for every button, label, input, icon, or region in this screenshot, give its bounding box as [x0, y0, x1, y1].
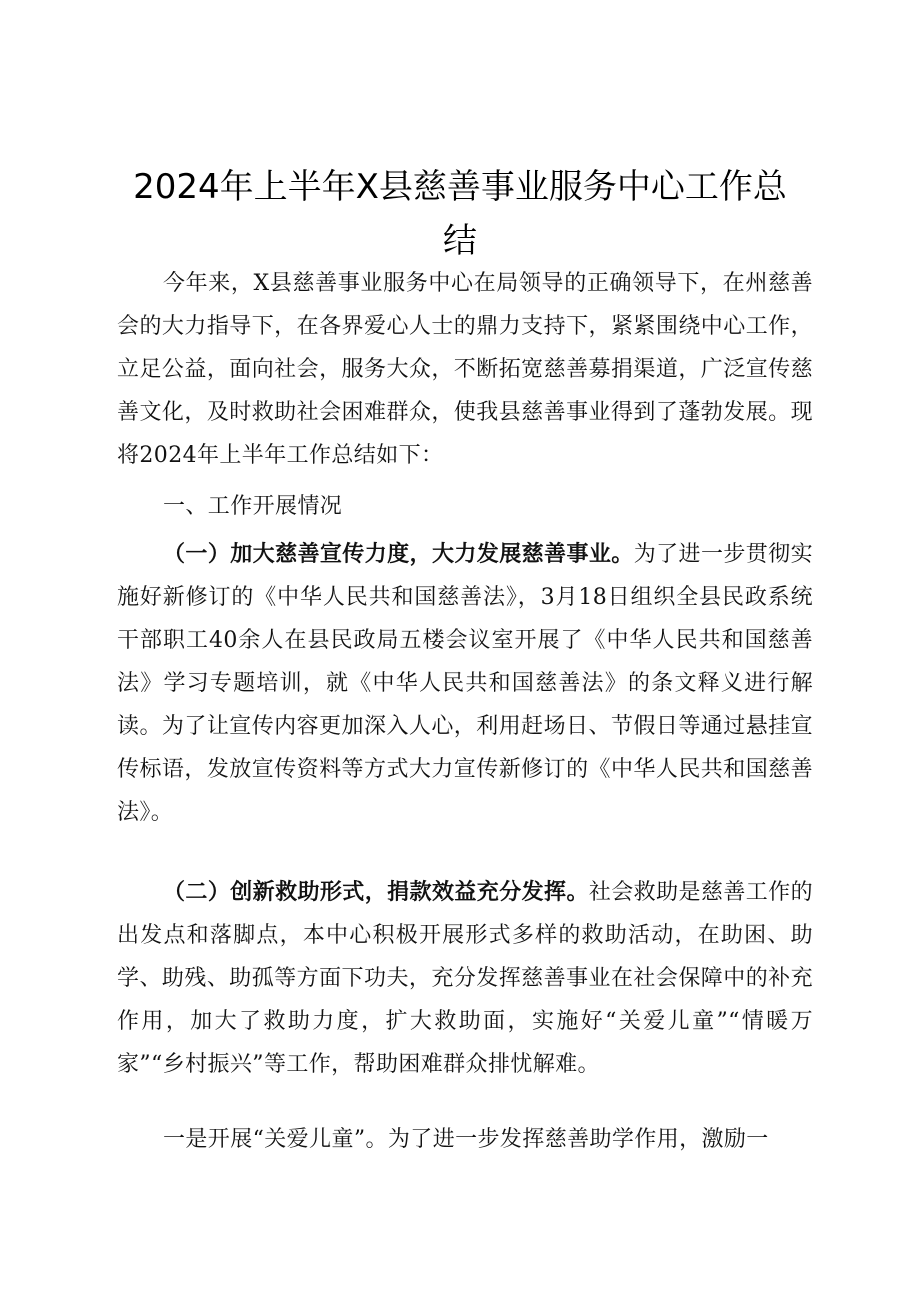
title-line-2: 结 [443, 221, 477, 261]
subsection-2-body: 社会救助是慈善工作的出发点和落脚点，本中心积极开展形式多样的救助活动，在助困、助学、助残、助孤等方面下功夫，充分发挥慈善事业在社会保障中的补充作用，加大了救助力度，扩大救助面，实施好“关爱儿童”“情暖万家”“乡村振兴”等工作，帮助困难群众排忧解难。 [117, 880, 813, 1077]
title-line-1: 2024年上半年X县慈善事业服务中心工作总 [133, 167, 787, 207]
document-title [110, 160, 810, 268]
subsection-1-paragraph [117, 533, 813, 834]
subsection-2-heading: （二）创新救助形式，捐款效益充分发挥。 [163, 879, 589, 905]
subsection-2-paragraph [117, 871, 813, 1086]
intro-paragraph: 今年来，X县慈善事业服务中心在局领导的正确领导下，在州慈善会的大力指导下，在各界爱心人士的鼎力支持下，紧紧围绕中心工作，立足公益，面向社会，服务大众，不断拓宽慈善募捐渠道，广泛宣传慈善文化，及时救助社会困难群众，使我县慈善事业得到了蓬勃发展。现将2024年上半年工作总结如下： [117, 271, 813, 468]
section-heading-1: 一、工作开展情况 [163, 494, 343, 519]
subsection-1-heading: （一）加大慈善宣传力度，大力发展慈善事业。 [163, 541, 634, 567]
item-1-paragraph: 一是开展“关爱儿童”。为了进一步发挥慈善助学作用，激励一 [163, 1127, 769, 1152]
subsection-1-body: 为了进一步贯彻实施好新修订的《中华人民共和国慈善法》，3月18日组织全县民政系统干部职工40余人在县民政局五楼会议室开展了《中华人民共和国慈善法》学习专题培训，就《中华人民共和国慈善法》的条文释义进行解读。为了让宣传内容更加深入人心，利用赶场日、节假日等通过悬挂宣传标语，发放宣传资料等方式大力宣传新修订的《中华人民共和国慈善法》。 [117, 542, 814, 825]
